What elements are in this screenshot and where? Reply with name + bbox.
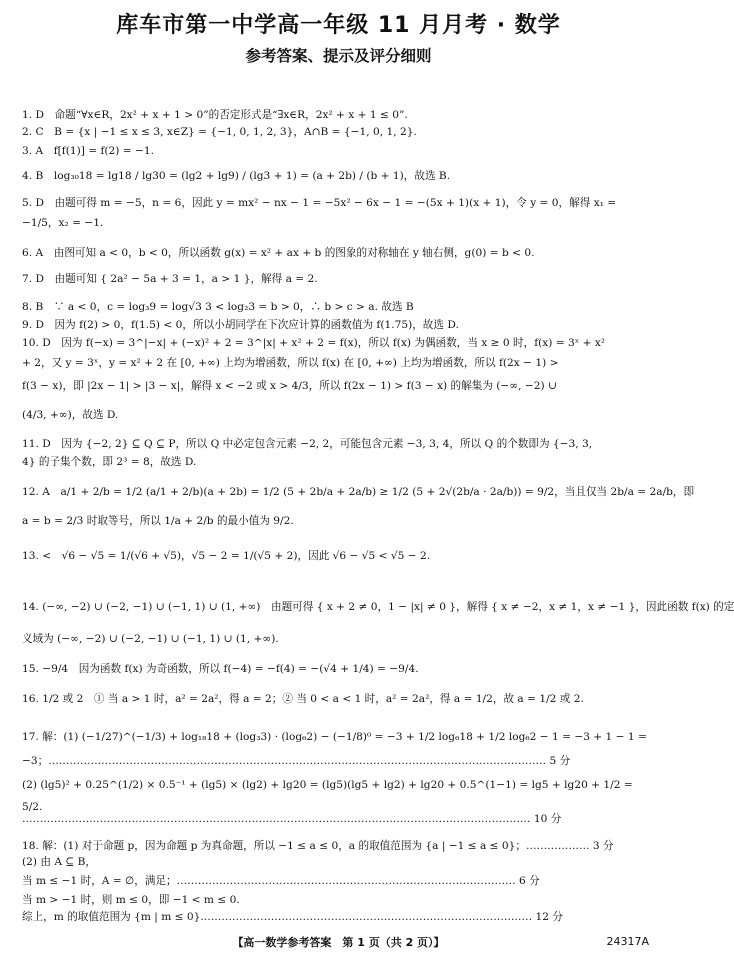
answer-line: 1. D 命题“∀x∈R，2x² + x + 1 > 0”的否定形式是“∃x∈R，2x² + x + 1 ≤ 0”. bbox=[22, 109, 408, 121]
answer-line: 11. D 因为 {−2, 2} ⊆ Q ⊆ P，所以 Q 中必定包含元素 −2, 2，可能包含元素 −3, 3, 4，所以 Q 的个数即为 {−3, 3, bbox=[22, 438, 593, 450]
answer-line: 10. D 因为 f(−x) = 3^|−x| + (−x)² + 2 = 3^|x| + x² + 2 = f(x)，所以 f(x) 为偶函数，当 x ≥ 0 时，f(x) = 3ˣ + x² bbox=[22, 337, 606, 349]
answer-line: −1/5，x₂ = −1. bbox=[22, 217, 104, 229]
page-footer: 【高一数学参考答案 第 1 页（共 2 页）】 bbox=[232, 936, 445, 949]
answer-line: (2) 由 A ⊆ B， bbox=[22, 856, 96, 868]
answer-line: 5. D 由题可得 m = −5，n = 6，因此 y = mx² − nx − 1 = −5x² − 6x − 1 = −(5x + 1)(x + 1)，令 y = 0，解得 x₁ = bbox=[22, 197, 617, 209]
answer-line: 8. B ∵ a < 0，c = log₃9 = log√3 3 < log₂3 = b > 0，∴ b > c > a. 故选 B bbox=[22, 301, 414, 313]
answer-line: 当 m > −1 时，则 m ≤ 0，即 −1 < m ≤ 0. bbox=[22, 894, 240, 906]
answer-line: 6. A 由图可知 a < 0，b < 0，所以函数 g(x) = x² + ax + b 的图象的对称轴在 y 轴右侧，g(0) = b < 0. bbox=[22, 247, 535, 259]
answer-line: −3；…………………………………………………………………………………………………………………………… 5 分 bbox=[22, 755, 571, 767]
answer-line: a = b = 2/3 时取等号，所以 1/a + 2/b 的最小值为 9/2. bbox=[22, 515, 294, 527]
answer-line: 16. 1/2 或 2 ① 当 a > 1 时，a² = 2a²，得 a = 2；② 当 0 < a < 1 时，a² = 2a²，得 a = 1/2，故 a = 1/2 或 2. bbox=[22, 693, 584, 705]
answer-line: 当 m ≤ −1 时，A = ∅，满足；…………………………………………………………………………………… 6 分 bbox=[22, 875, 540, 887]
page-title: 库车市第一中学高一年级 11 月月考 · 数学 bbox=[116, 13, 561, 38]
answer-line: (4/3, +∞)，故选 D. bbox=[22, 409, 119, 421]
answer-line: 12. A a/1 + 2/b = 1/2 (a/1 + 2/b)(a + 2b) = 1/2 (5 + 2b/a + 2a/b) ≥ 1/2 (5 + 2√(2b/a · 2a/b)) = 9/2，当且仅当 2b/a = 2a/b，即 bbox=[22, 486, 695, 498]
answer-line: 3. A f[f(1)] = f(2) = −1. bbox=[22, 145, 154, 157]
answer-line: + 2，又 y = 3ˣ，y = x² + 2 在 [0, +∞) 上均为增函数，所以 f(x) 在 [0, +∞) 上均为增函数，所以 f(2x − 1) > bbox=[22, 357, 559, 369]
answer-line: ……………………………………………………………………………………………………………………………… 10 分 bbox=[22, 813, 562, 825]
answer-line: 4} 的子集个数，即 2³ = 8，故选 D. bbox=[22, 456, 197, 468]
answer-line: (2) (lg5)² + 0.25^(1/2) × 0.5⁻¹ + (lg5) × (lg2) + lg20 = (lg5)(lg5 + lg2) + lg20 + 0.5^(1−1) = lg5 + lg20 + 1/2 = bbox=[22, 779, 633, 791]
answer-line: 7. D 由题可知 { 2a² − 5a + 3 = 1，a > 1 }，解得 a = 2. bbox=[22, 273, 318, 285]
answer-line: 13. < √6 − √5 = 1/(√6 + √5)，√5 − 2 = 1/(√5 + 2)，因此 √6 − √5 < √5 − 2. bbox=[22, 550, 431, 562]
answer-line: 综上，m 的取值范围为 {m | m ≤ 0}.………………………………………………………………………………… 12 分 bbox=[22, 911, 563, 923]
answer-line: f(3 − x)，即 |2x − 1| > |3 − x|，解得 x < −2 或 x > 4/3，所以 f(2x − 1) > f(3 − x) 的解集为 (−∞, −2) ∪ bbox=[22, 380, 557, 392]
answer-line: 2. C B = {x | −1 ≤ x ≤ 3, x∈Z} = {−1, 0, 1, 2, 3}，A∩B = {−1, 0, 1, 2}. bbox=[22, 126, 417, 138]
page-subtitle: 参考答案、提示及评分细则 bbox=[245, 47, 432, 65]
answer-line: 义域为 (−∞, −2) ∪ (−2, −1) ∪ (−1, 1) ∪ (1, +∞). bbox=[22, 633, 279, 645]
answer-line: 17. 解：(1) (−1/27)^(−1/3) + log₁₈18 + (log₃3) · (log₆2) − (−1/8)⁰ = −3 + 1/2 log₆18 + 1/2 log₆2 − 1 = −3 + 1 − 1 = bbox=[22, 731, 647, 743]
answer-line: 14. (−∞, −2) ∪ (−2, −1) ∪ (−1, 1) ∪ (1, +∞) 由题可得 { x + 2 ≠ 0，1 − |x| ≠ 0 }，解得 { x ≠ −2，x ≠ 1，x ≠ −1 }，因此函数 f(x) 的定 bbox=[22, 601, 734, 613]
answer-line: 9. D 因为 f(2) > 0，f(1.5) < 0，所以小胡同学在下次应计算的函数值为 f(1.75)，故选 D. bbox=[22, 319, 459, 331]
answer-line: 15. −9/4 因为函数 f(x) 为奇函数，所以 f(−4) = −f(4) = −(√4 + 1/4) = −9/4. bbox=[22, 663, 419, 675]
answer-line: 5/2. bbox=[22, 801, 43, 813]
answer-line: 18. 解：(1) 对于命题 p，因为命题 p 为真命题，所以 −1 ≤ a ≤ 0，a 的取值范围为 {a | −1 ≤ a ≤ 0}；……………… 3 分 bbox=[22, 840, 614, 852]
document-code: 24317A bbox=[606, 935, 649, 948]
answer-line: 4. B log₃₀18 = lg18 / lg30 = (lg2 + lg9) / (lg3 + 1) = (a + 2b) / (b + 1)，故选 B. bbox=[22, 170, 451, 182]
